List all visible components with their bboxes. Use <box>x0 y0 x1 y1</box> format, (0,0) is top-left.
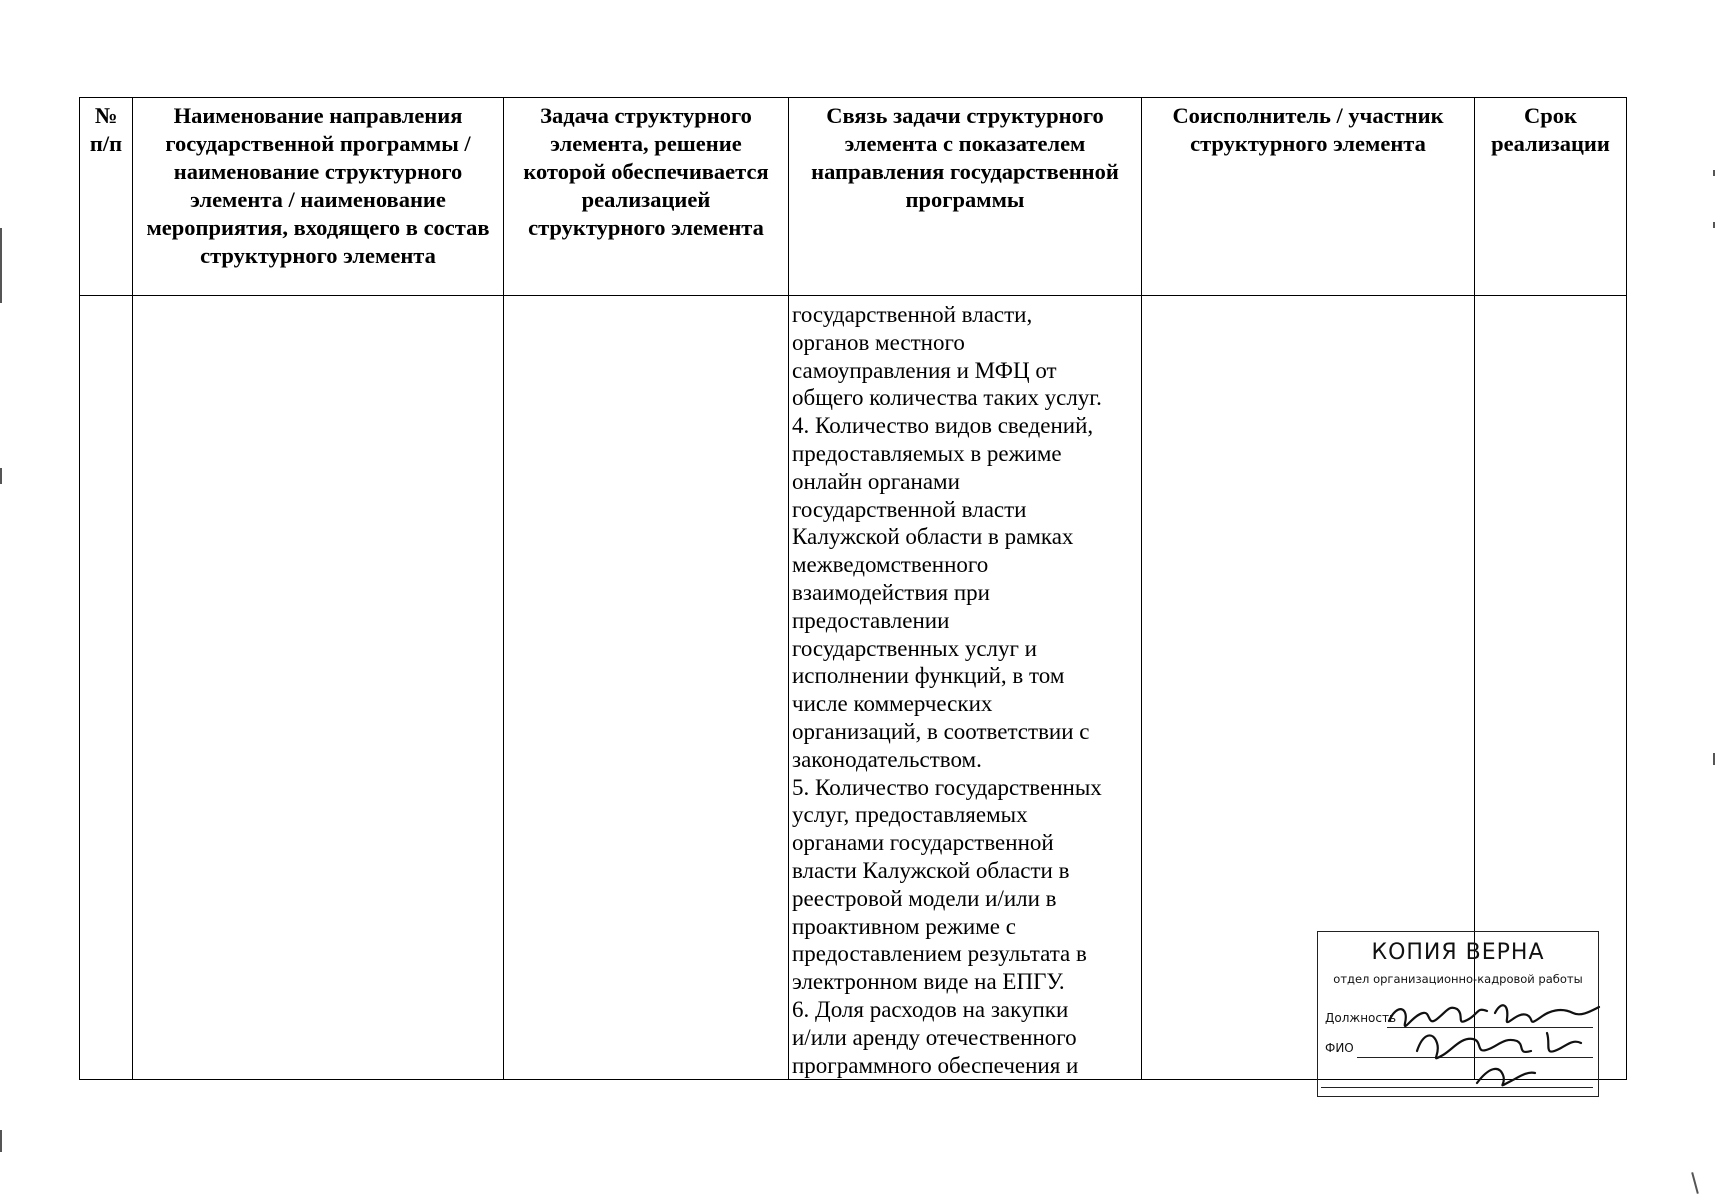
scan-edge-mark <box>0 1130 2 1152</box>
cell-direction-name <box>133 296 504 1080</box>
scan-edge-mark <box>1713 170 1715 176</box>
header-number <box>80 98 133 296</box>
header-co-executor <box>1142 98 1475 296</box>
handwritten-signature-icon <box>1377 993 1607 1098</box>
stamp-department: отдел организационно-кадровой работы <box>1333 972 1583 986</box>
certified-copy-stamp <box>1317 931 1599 1097</box>
cell-number-text <box>80 296 132 301</box>
cell-indicator-link <box>789 296 1142 1080</box>
header-deadline <box>1475 98 1627 296</box>
stamp-position-label: Должность <box>1325 1011 1397 1025</box>
header-direction-name-text: Наименование направления государственной программы / наименование структурного элемента / наименование мероприятия, входящего в состав структурного элемента <box>146 103 490 268</box>
cell-indicator-link-text: государственной власти, органов местного самоуправления и МФЦ от общего количества таких услуг. 4. Количество видов сведений, предоставляемых в режиме онлайн органами государственной власти Калужской области в рамках межведомственного взаимодействия при предоставлении государственных услуг и исполнении функций, в том числе коммерческих организаций, в соответствии с законодательством. 5. Количество государственных услуг, предоставляемых органами государственной власти Калужской области в реестровой модели и/или в проактивном режиме с предоставлением результата в электронном виде на ЕПГУ. 6. Доля расходов на закупки и/или аренду отечественного программного обеспечения и <box>792 302 1102 1078</box>
cell-task <box>504 296 789 1080</box>
cell-deadline-text <box>1475 296 1626 301</box>
scan-edge-mark <box>1713 753 1715 765</box>
scan-edge-mark <box>0 228 2 303</box>
header-deadline-text: Срок реализации <box>1491 103 1610 156</box>
header-indicator-link <box>789 98 1142 296</box>
cell-direction-name-text <box>133 296 503 301</box>
scan-edge-mark <box>0 468 2 484</box>
header-indicator-link-text: Связь задачи структурного элемента с показателем направления государственной программы <box>811 103 1119 212</box>
scan-edge-mark <box>1713 222 1715 228</box>
header-co-executor-text: Соисполнитель / участник структурного элемента <box>1172 103 1444 156</box>
table-header-row <box>80 98 1627 296</box>
cell-task-text <box>504 296 788 301</box>
cell-number <box>80 296 133 1080</box>
header-task-text: Задача структурного элемента, решение которой обеспечивается реализацией структурного элемента <box>523 103 769 240</box>
stamp-name-label: ФИО <box>1325 1041 1354 1055</box>
stamp-title: КОПИЯ ВЕРНА <box>1371 940 1545 965</box>
header-number-text: № п/п <box>89 103 123 156</box>
header-direction-name <box>133 98 504 296</box>
scan-edge-mark <box>1691 1172 1699 1194</box>
header-task <box>504 98 789 296</box>
cell-co-executor-text <box>1142 296 1474 301</box>
